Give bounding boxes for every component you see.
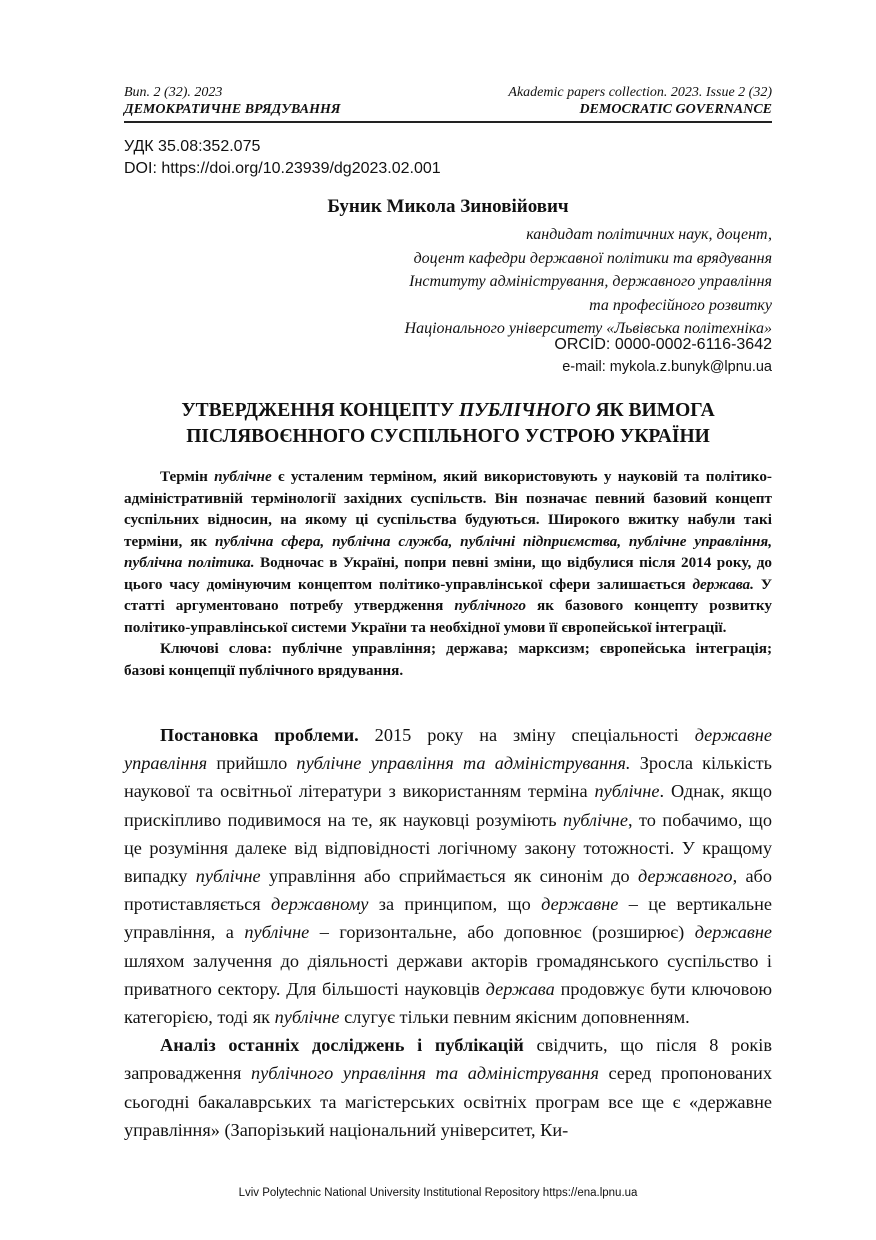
section-heading: Аналіз останніх досліджень і публікацій [160, 1035, 524, 1056]
running-header [124, 84, 772, 118]
keywords: Ключові слова: публічне управління; держава; марксизм; європейська інтеграція; базові концепції публічного врядування. [124, 640, 772, 679]
abstract [124, 466, 772, 681]
body-paragraph-problem: Постановка проблеми. 2015 року на зміну спеціальності державне управління прийшло публічне управління та адміністрування. Зросла кількість наукової та освітньої літератури з використанням терміна публічне. Однак, якщо прискіпливо подивимося на те, як науковці розуміють публічне, то побачимо, що це розуміння далеке від відповідності логічному закону тотожності. У кращому випадку публічне управління або сприймається як синонім до державного, або протиставляється державному за принципом, що державне – це вертикальне управління, а публічне – горизонтальне, або доповнює (розширює) державне шляхом залучення до діяльності держави акторів громадянського суспільство і приватного сектору. Для більшості науковців держава продовжує бути ключовою категорією, тоді як публічне слугує тільки певним якісним доповненням. [124, 725, 772, 1028]
header-journal-en: DEMOCRATIC GOVERNANCE [579, 102, 772, 117]
udk-code: УДК 35.08:352.075 [124, 138, 261, 155]
header-journal-ua: ДЕМОКРАТИЧНЕ ВРЯДУВАННЯ [124, 102, 341, 117]
article-title [124, 398, 772, 450]
author-email[interactable]: e-mail: mykola.z.bunyk@lpnu.ua [562, 359, 772, 375]
body-paragraph-analysis: Аналіз останніх досліджень і публікацій свідчить, що після 8 років запровадження публічного управління та адміністрування серед пропонованих сьогодні бакалаврських та магістерських освітніх програм все ще є «державне управління» (Запорізький національний університет, Ки- [124, 1035, 773, 1140]
author-contacts [554, 334, 772, 378]
header-issue-en: Akademic papers collection. 2023. Issue 2 (32) [508, 85, 772, 100]
header-rule [124, 121, 772, 123]
affiliation-line: доцент кафедри державної політики та врядування [413, 249, 772, 267]
title-line-2: ПІСЛЯВОЄННОГО СУСПІЛЬНОГО УСТРОЮ УКРАЇНИ [186, 426, 710, 447]
title-italic-term: ПУБЛІЧНОГО [459, 400, 591, 421]
header-issue-ua: Вип. 2 (32). 2023 [124, 85, 223, 100]
section-heading: Постановка проблеми. [160, 725, 359, 745]
author-affiliation [405, 223, 772, 341]
affiliation-line: кандидат політичних наук, доцент, [526, 226, 772, 243]
repository-footer: Lviv Polytechnic National University Institutional Repository https://ena.lpnu.ua [238, 1187, 638, 1199]
abstract-text: Термін публічне є усталеним терміном, який використовують у науковій та політико-адміністративній термінології західних суспільств. Він позначає певний базовий концепт суспільних відносин, на якому ці суспільства будуються. Широкого вжитку набули такі терміни, як публічна сфера, публічна служба, публічні підприємства, публічне управління, публічна політика. Водночас в Україні, попри певні зміни, що відбулися після 2014 року, до цього часу домінуючим концептом політико-управлінської сфери залишається держава. У статті аргументовано потребу утвердження публічного як базового концепту розвитку політико-управлінської системи України та необхідної умови її європейської інтеграції. [124, 468, 772, 636]
affiliation-line: Національного університету «Львівська політехніка» [404, 320, 772, 338]
article-body [124, 721, 772, 1144]
identifiers [124, 136, 441, 180]
author-name: Буник Микола Зиновійович [327, 196, 569, 217]
affiliation-line: Інституту адміністрування, державного управління [409, 273, 772, 291]
orcid-id[interactable]: ORCID: 0000-0002-6116-3642 [554, 336, 772, 353]
doi-link[interactable]: DOI: https://doi.org/10.23939/dg2023.02.001 [124, 160, 441, 177]
affiliation-line: та професійного розвитку [589, 296, 772, 314]
title-line-1: УТВЕРДЖЕННЯ КОНЦЕПТУ ПУБЛІЧНОГО ЯК ВИМОГА [181, 400, 715, 421]
